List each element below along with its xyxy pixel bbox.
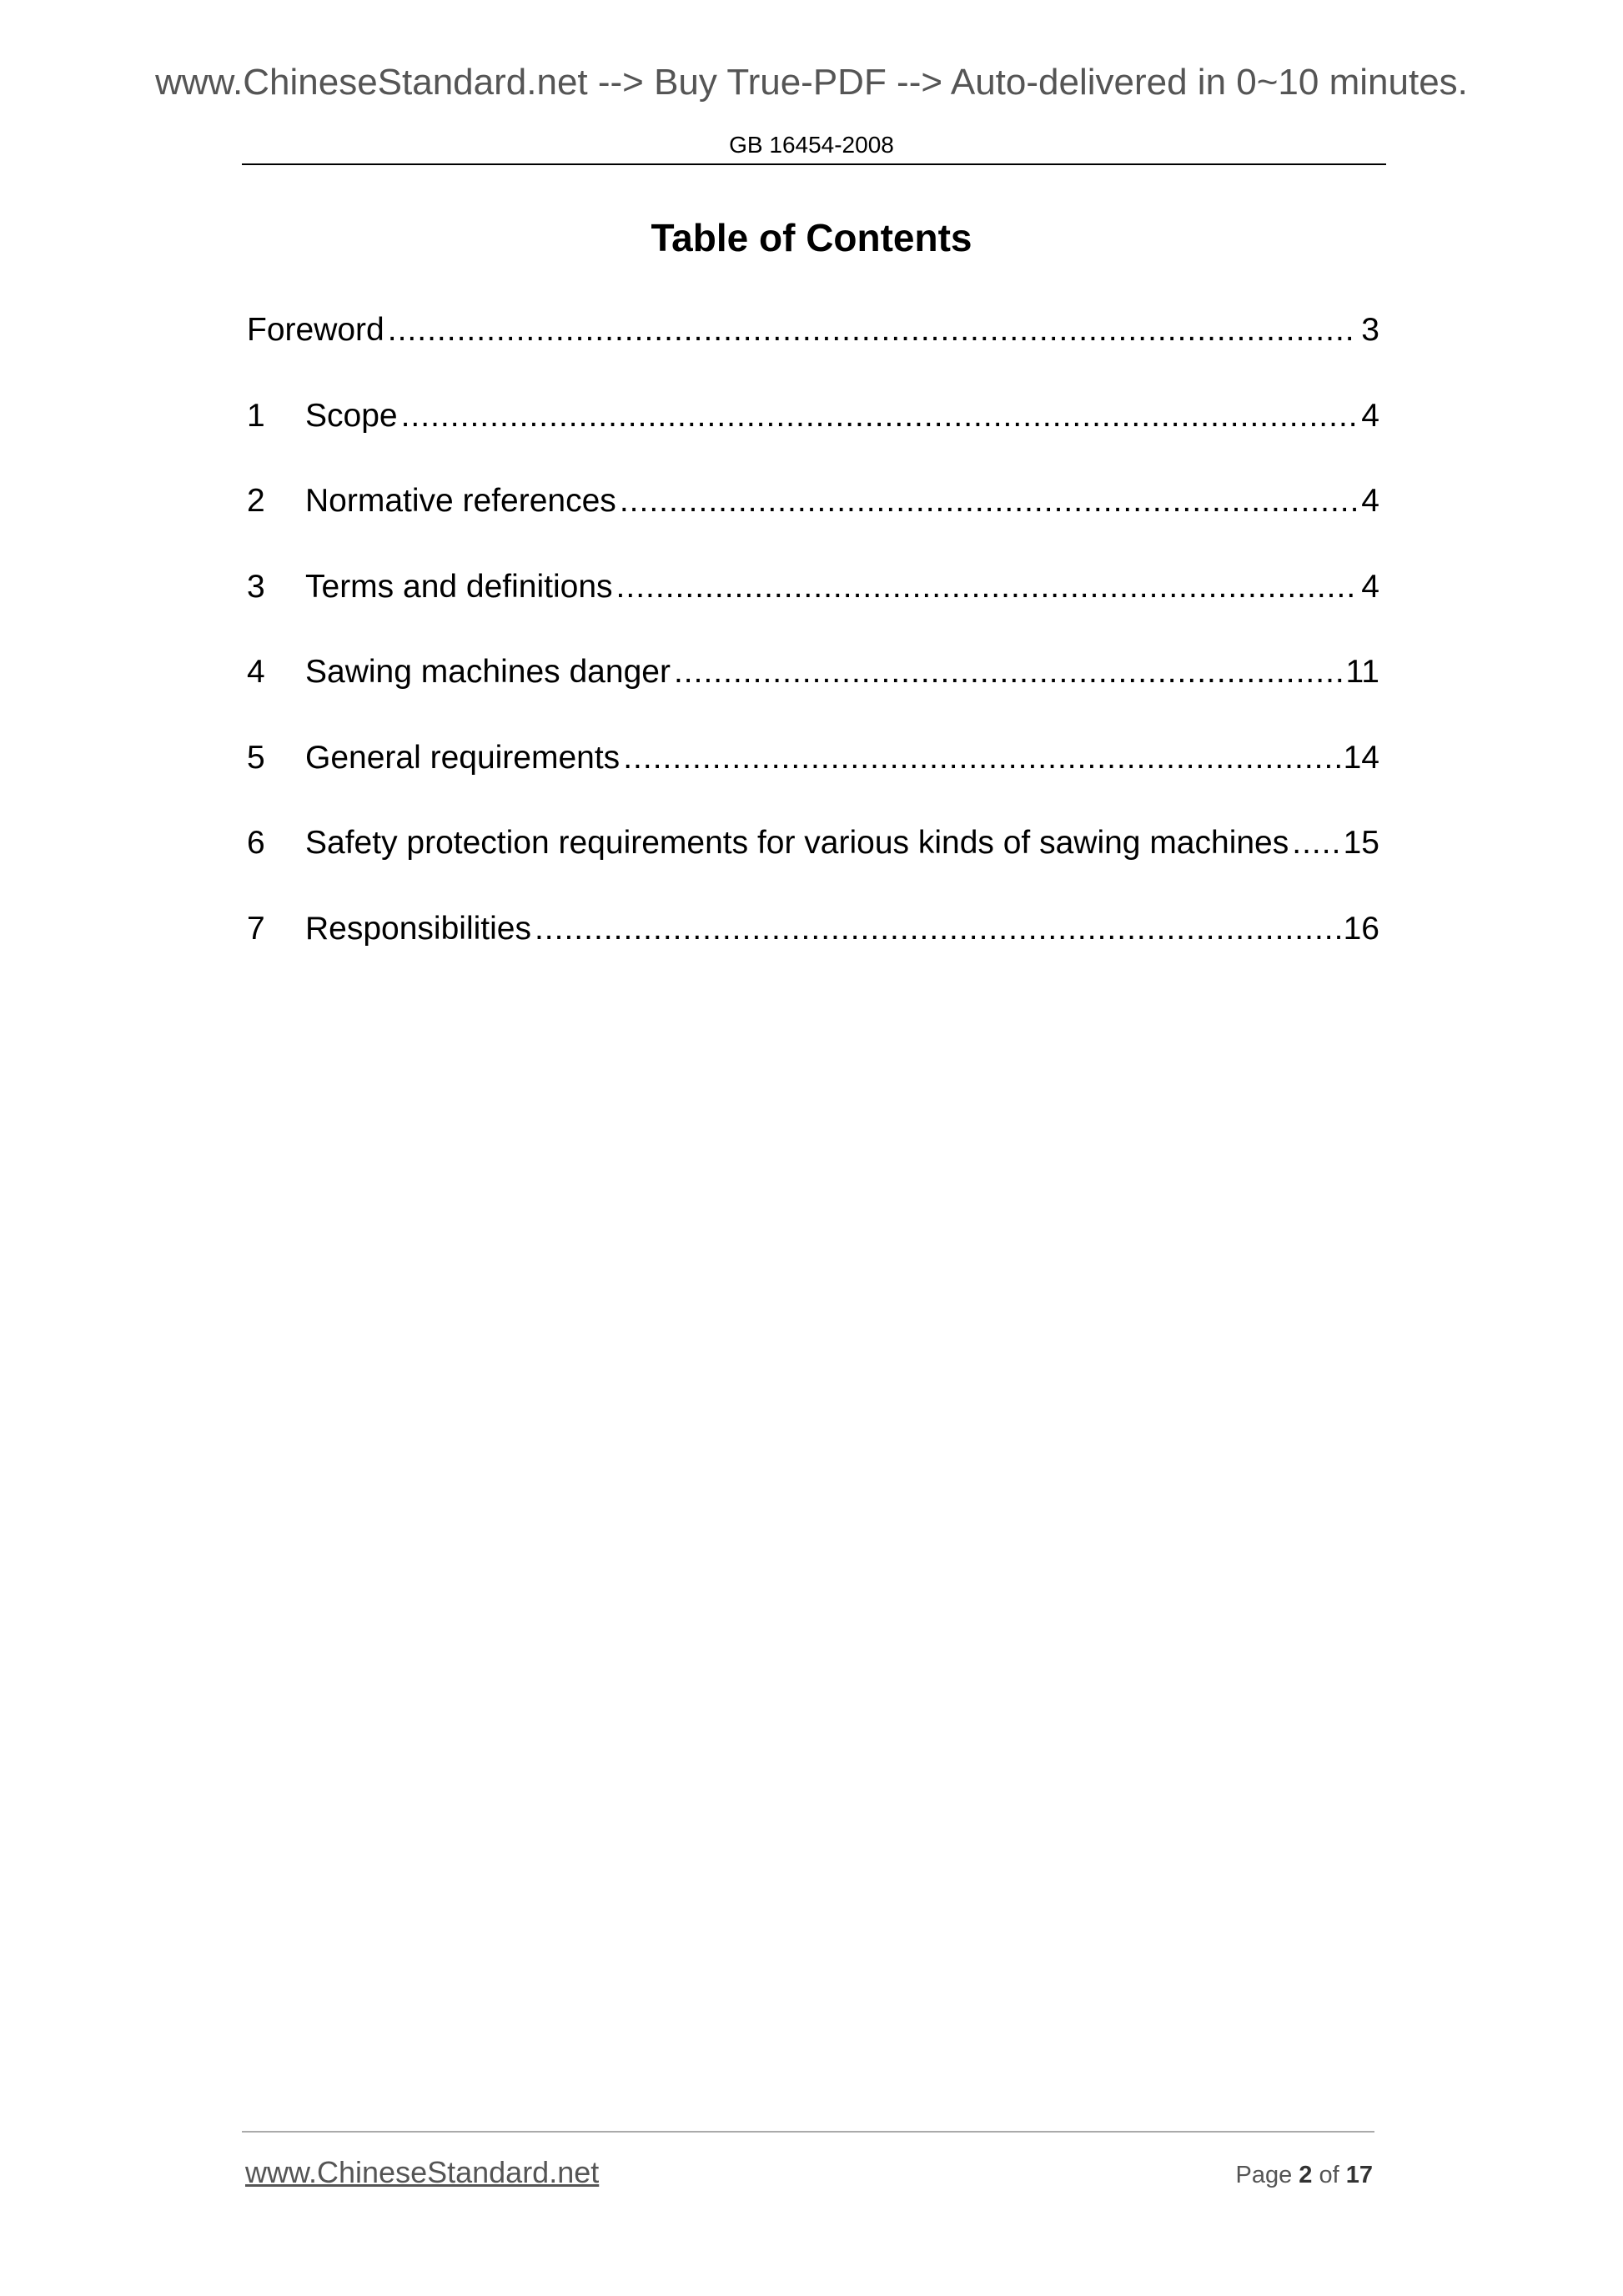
toc-leader-dots	[616, 569, 1359, 605]
toc-entry-page: 14	[1343, 739, 1379, 776]
toc-title: Table of Contents	[651, 216, 972, 259]
page-of: of	[1319, 2162, 1339, 2188]
toc-leader-dots	[674, 654, 1343, 691]
toc-entry-page: 15	[1343, 825, 1379, 861]
site-banner: www.ChineseStandard.net --> Buy True-PDF --> Auto-delivered in 0~10 minutes.	[155, 62, 1468, 103]
toc-entry-page: 16	[1343, 910, 1379, 947]
toc-leader-dots	[535, 911, 1340, 947]
toc-entry-page: 4	[1361, 397, 1379, 434]
toc-entry-terms-and-definitions[interactable]	[247, 569, 1379, 655]
footer-divider	[242, 2131, 1374, 2133]
footer-website-link[interactable]: www.ChineseStandard.net	[245, 2155, 600, 2189]
toc-entry-responsibilities[interactable]	[247, 911, 1379, 997]
toc-entry-safety-protection-requirements[interactable]	[247, 825, 1379, 911]
toc-entry-number: 3	[247, 568, 265, 605]
toc-leader-dots	[623, 740, 1339, 776]
toc-entry-label: Terms and definitions	[305, 568, 613, 605]
page-total: 17	[1345, 2162, 1373, 2188]
toc-entry-label: Foreword	[247, 312, 384, 348]
toc-entry-foreword[interactable]	[247, 312, 1379, 398]
page-number	[1235, 2162, 1373, 2189]
toc-entry-label: Safety protection requirements for various kinds of sawing machines	[305, 825, 1289, 861]
page-prefix: Page	[1235, 2162, 1293, 2188]
toc-leader-dots	[401, 398, 1359, 435]
toc-list	[247, 312, 1379, 996]
header-divider	[242, 163, 1386, 165]
toc-leader-dots	[1292, 825, 1339, 862]
toc-entry-page: 3	[1361, 312, 1379, 348]
toc-entry-normative-references[interactable]	[247, 483, 1379, 569]
toc-entry-number: 5	[247, 739, 265, 776]
toc-entry-page: 4	[1361, 483, 1379, 519]
toc-entry-number: 4	[247, 654, 265, 690]
toc-entry-scope[interactable]	[247, 398, 1379, 484]
toc-entry-page: 11	[1345, 654, 1379, 690]
page-current: 2	[1299, 2162, 1313, 2188]
toc-entry-label: Sawing machines danger	[305, 654, 671, 690]
toc-entry-label: Responsibilities	[305, 910, 531, 947]
toc-leader-dots	[620, 483, 1358, 520]
toc-entry-number: 2	[247, 483, 265, 519]
toc-entry-label: General requirements	[305, 739, 621, 776]
toc-entry-number: 7	[247, 910, 265, 947]
toc-entry-sawing-machines-danger[interactable]	[247, 654, 1379, 740]
document-code: GB 16454-2008	[729, 132, 894, 158]
toc-entry-number: 6	[247, 825, 265, 861]
toc-entry-label: Normative references	[305, 483, 616, 519]
toc-entry-label: Scope	[305, 397, 398, 434]
toc-entry-page: 4	[1361, 568, 1379, 605]
toc-entry-general-requirements[interactable]	[247, 740, 1379, 826]
toc-entry-number: 1	[247, 397, 265, 434]
toc-leader-dots	[388, 312, 1359, 349]
